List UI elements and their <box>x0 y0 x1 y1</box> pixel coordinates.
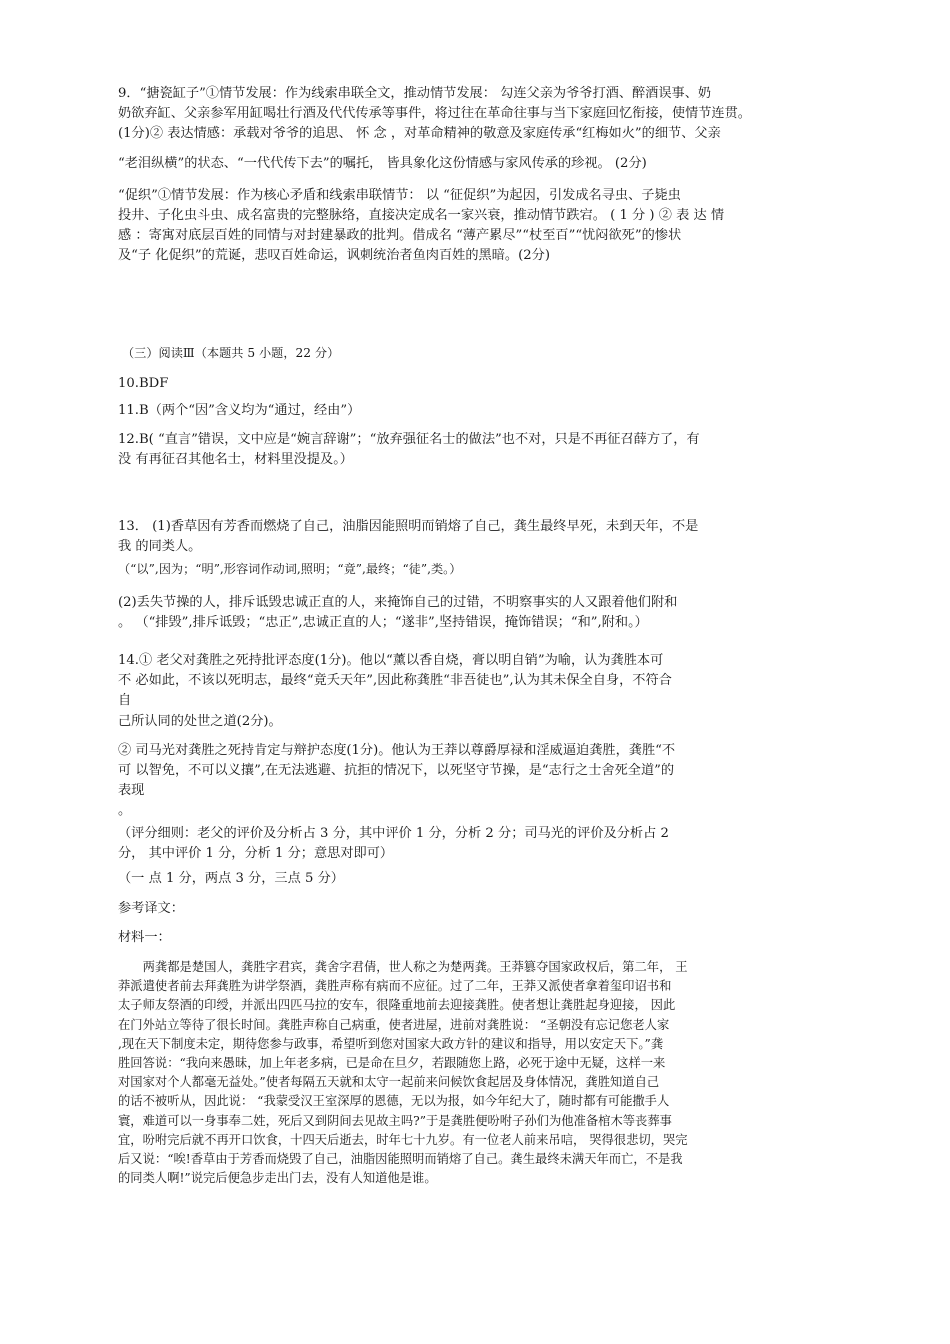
text-line: (2)丢失节操的人，排斥诋毁忠诚正直的人，来掩饰自己的过错，不明察事实的人又跟着他们附和 <box>118 595 678 610</box>
text-line: 及“子 化促织”的荒诞，悲叹百姓命运，讽刺统治者鱼肉百姓的黑暗。(2分) <box>118 248 550 263</box>
text-line: 9．“搪瓷缸子”①情节发展：作为线索串联全文，推动情节发展： 勾连父亲为爷爷打酒、醉酒误事、奶 <box>118 86 712 101</box>
text-line: 两龚都是楚国人，龚胜字君宾，龚舍字君倩，世人称之为楚两龚。王莽篡夺国家政权后，第二年， 王 <box>142 960 688 974</box>
text-line: (1分)② 表达情感：承载对爷爷的追思、 怀 念 ，对革命精神的敬意及家庭传承“红梅如火”的细节、父亲 <box>118 126 721 141</box>
text-line: 我 的同类人。 <box>118 539 202 554</box>
text-line: 分， 其中评价 1 分，分析 1 分；意思对即可） <box>118 846 394 861</box>
q14-part1-tail: 己所认同的处世之道(2分)。 <box>118 714 282 729</box>
text-line: “促织”①情节发展：作为核心矛盾和线索串联情节： 以 “征促织”为起因，引发成名寻虫、子毙虫 <box>118 188 681 203</box>
q14-points: （一 点 1 分，两点 3 分，三点 5 分） <box>118 871 344 886</box>
text-line: 表现 <box>118 783 145 798</box>
text-line: 投井、子化虫斗虫、成名富贵的完整脉络，直接决定成名一家兴衰，推动情节跌宕。 ( 1 分 ) ② 表 达 情 <box>118 208 725 223</box>
q14-part2 <box>118 741 846 821</box>
text-line: “老泪纵横”的状态、“一代代传下去”的嘱托， 皆具象化这份情感与家风传承的珍视。 (2分) <box>118 156 647 171</box>
text-line: 奶欲弃缸、父亲参军用缸喝壮行酒及代代传承等事件，将过往在革命往事与当下家庭回忆衔接，使情节连贯。 <box>118 106 751 121</box>
q13-part2 <box>118 593 846 633</box>
text-line: 在门外站立等待了很长时间。龚胜声称自己病重，使者进屋，进前对龚胜说： “圣朝没有忘记您老人家 <box>118 1017 670 1032</box>
q10-answer: 10.BDF <box>118 376 169 391</box>
text-line: 感 ：寄寓对底层百姓的同情与对封建暴政的批判。借成名 “薄产累尽”“杖至百”“忧闷欲死”的惨状 <box>118 228 682 243</box>
text-line: 对国家对个人都毫无益处。”使者每隔五天就和太守一起前来问候饮食起居及身体情况，龚胜知道自己 <box>118 1075 660 1090</box>
text-line: 胜回答说：“我向来愚昧，加上年老多病，已是命在旦夕，若跟随您上路，必死于途中无疑，这样一来 <box>118 1056 666 1071</box>
text-line: 宜，吩咐完后就不再开口饮食，十四天后逝去，时年七十九岁。有一位老人前来吊唁， 哭得很悲切，哭完 <box>118 1132 688 1147</box>
material-label: 材料一： <box>118 930 171 945</box>
section-heading: （三）阅读Ⅲ（本题共 5 小题，22 分） <box>122 346 340 360</box>
text-line: ,现在天下制度未定，期待您参与政事，希望听到您对国家大政方针的建议和指导，用以安定天下。”龚 <box>118 1036 664 1051</box>
text-line: 12.B( “直言”错误，文中应是“婉言辞谢”；“放弃强征名士的做法”也不对，只是不再征召薛方了，有 <box>118 432 700 447</box>
text-line: 。 （“排毁”,排斥诋毁；“忠正”,忠诚正直的人；“遂非”,坚持错误，掩饰错误；“和”,附和。） <box>118 615 648 630</box>
q9-cuzhi-answer <box>118 186 846 266</box>
text-line: 寰，难道可以一身事奉二姓，死后又到阴间去见故主吗?”于是龚胜便吩咐子孙们为他准备棺木等丧葬事 <box>118 1113 672 1128</box>
text-line: 可 以智免，不可以义攘”,在无法逃避、抗拒的情况下，以死坚守节操，是“志行之士舍死全道”的 <box>118 763 675 778</box>
text-line: 不 必如此，不该以死明志，最终“竟夭天年”,因此称龚胜“非吾徒也”,认为其未保全自身，不符合 <box>118 673 672 688</box>
text-line: 的话不被听从，因此说： “我蒙受汉王室深厚的恩德，无以为报，如今年纪大了，随时都有可能撒手人 <box>118 1094 670 1109</box>
q12-answer <box>118 430 846 470</box>
text-line: 太子师友祭酒的印绶，并派出四匹马拉的安车，很隆重地前去迎接龚胜。使者想让龚胜起身迎接， 因此 <box>118 998 676 1013</box>
q14-scoring-rules <box>118 824 846 864</box>
q14-part1 <box>118 651 846 711</box>
q9-ciqi-answer-tail <box>118 154 846 174</box>
text-line: 莽派遣使者前去拜龚胜为讲学祭酒，龚胜声称有病而不应征。过了二年，王莽又派使者拿着玺印诏书和 <box>118 979 672 994</box>
text-line: （评分细则：老父的评价及分析占 3 分，其中评价 1 分，分析 2 分；司马光的评价及分析占 2 <box>118 826 669 841</box>
text-line: 没 有再征召其他名士，材料里没提及。） <box>118 452 353 467</box>
text-line: 14.① 老父对龚胜之死持批评态度(1分)。他以“薰以香自烧，膏以明自销”为喻，认为龚胜本可 <box>118 653 664 668</box>
q13-part1 <box>118 517 846 557</box>
text-line: 。 <box>118 803 132 818</box>
translation-title: 参考译文： <box>118 901 184 916</box>
q11-answer: 11.B（两个“因”含义均为“通过，经由”） <box>118 403 361 418</box>
text-line: 13． (1)香草因有芳香而燃烧了自己，油脂因能照明而销熔了自己，龚生最终早死，未到天年，不是 <box>118 519 699 534</box>
text-line: 后又说：“唉!香草由于芳香而烧毁了自己，油脂因能照明而销熔了自己。龚生最终未满天年而亡，不是我 <box>118 1152 683 1167</box>
text-line: 自 <box>118 693 132 708</box>
q13-part1-note: （“以”,因为；“明”,形容词作动词,照明；“竟”,最终；“徒”,类。） <box>118 562 462 576</box>
text-line: ② 司马光对龚胜之死持肯定与辩护态度(1分)。他认为王莽以尊爵厚禄和淫威逼迫龚胜，龚胜“不 <box>118 743 676 758</box>
text-line: 的同类人啊!”说完后便急步走出门去，没有人知道他是谁。 <box>118 1171 437 1186</box>
q9-ciqi-answer <box>118 84 846 144</box>
translation-paragraph <box>118 958 846 1188</box>
